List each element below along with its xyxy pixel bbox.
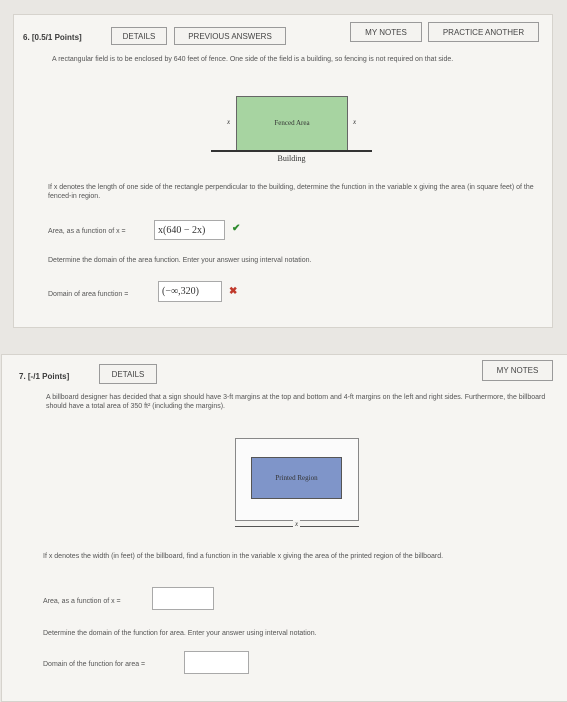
area-label: Area, as a function of x = [48, 228, 126, 235]
printed-region-label: Printed Region [275, 474, 318, 482]
q7-area-answer-input[interactable] [152, 587, 214, 610]
domain-prompt: Determine the domain of the area function. Enter your answer using interval notation. [48, 257, 312, 264]
figure-right-label: x [353, 118, 357, 126]
details-button[interactable]: DETAILS [99, 364, 157, 384]
question-7-number: 7. [-/1 Points] [19, 372, 70, 381]
q7-area-label: Area, as a function of x = [43, 598, 121, 605]
building-line [211, 150, 372, 152]
question-6-prompt: If x denotes the length of one side of the rectangle perpendicular to the building, determine the function in the variable x giving the area (in square feet) of the fenced-in region. [48, 184, 534, 200]
practice-another-button[interactable]: PRACTICE ANOTHER [428, 22, 539, 42]
my-notes-button[interactable]: MY NOTES [482, 360, 553, 381]
domain-answer-input[interactable]: (−∞,320) [158, 281, 222, 302]
fenced-area-label: Fenced Area [274, 119, 310, 127]
area-answer-input[interactable]: x(640 − 2x) [154, 220, 225, 240]
details-button[interactable]: DETAILS [111, 27, 167, 45]
question-7-prompt: If x denotes the width (in feet) of the billboard, find a function in the variable x giving the area of the printed region of the billboard. [43, 553, 444, 560]
area-correct-icon: ✔ [232, 223, 241, 234]
q7-domain-prompt: Determine the domain of the function for area. Enter your answer using interval notation. [43, 630, 317, 637]
question-6-intro: A rectangular field is to be enclosed by 640 feet of fence. One side of the field is a building, so fencing is not required on that side. [52, 56, 454, 63]
figure-left-label: x [227, 118, 231, 126]
domain-incorrect-icon: ✖ [229, 286, 238, 297]
previous-answers-button[interactable]: PREVIOUS ANSWERS [174, 27, 286, 45]
q7-domain-label: Domain of the function for area = [43, 661, 146, 668]
q7-domain-answer-input[interactable] [184, 651, 249, 674]
width-label: x [295, 520, 299, 528]
question-7-intro: A billboard designer has decided that a sign should have 3-ft margins at the top and bottom and 4-ft margins on the left and right sides. Furthermore, the billboard should have a total area of 350 ft² (including the margins). [46, 394, 546, 410]
domain-label: Domain of area function = [48, 291, 129, 298]
my-notes-button[interactable]: MY NOTES [350, 22, 422, 42]
question-6-number: 6. [0.5/1 Points] [23, 33, 82, 42]
building-label: Building [277, 154, 306, 163]
